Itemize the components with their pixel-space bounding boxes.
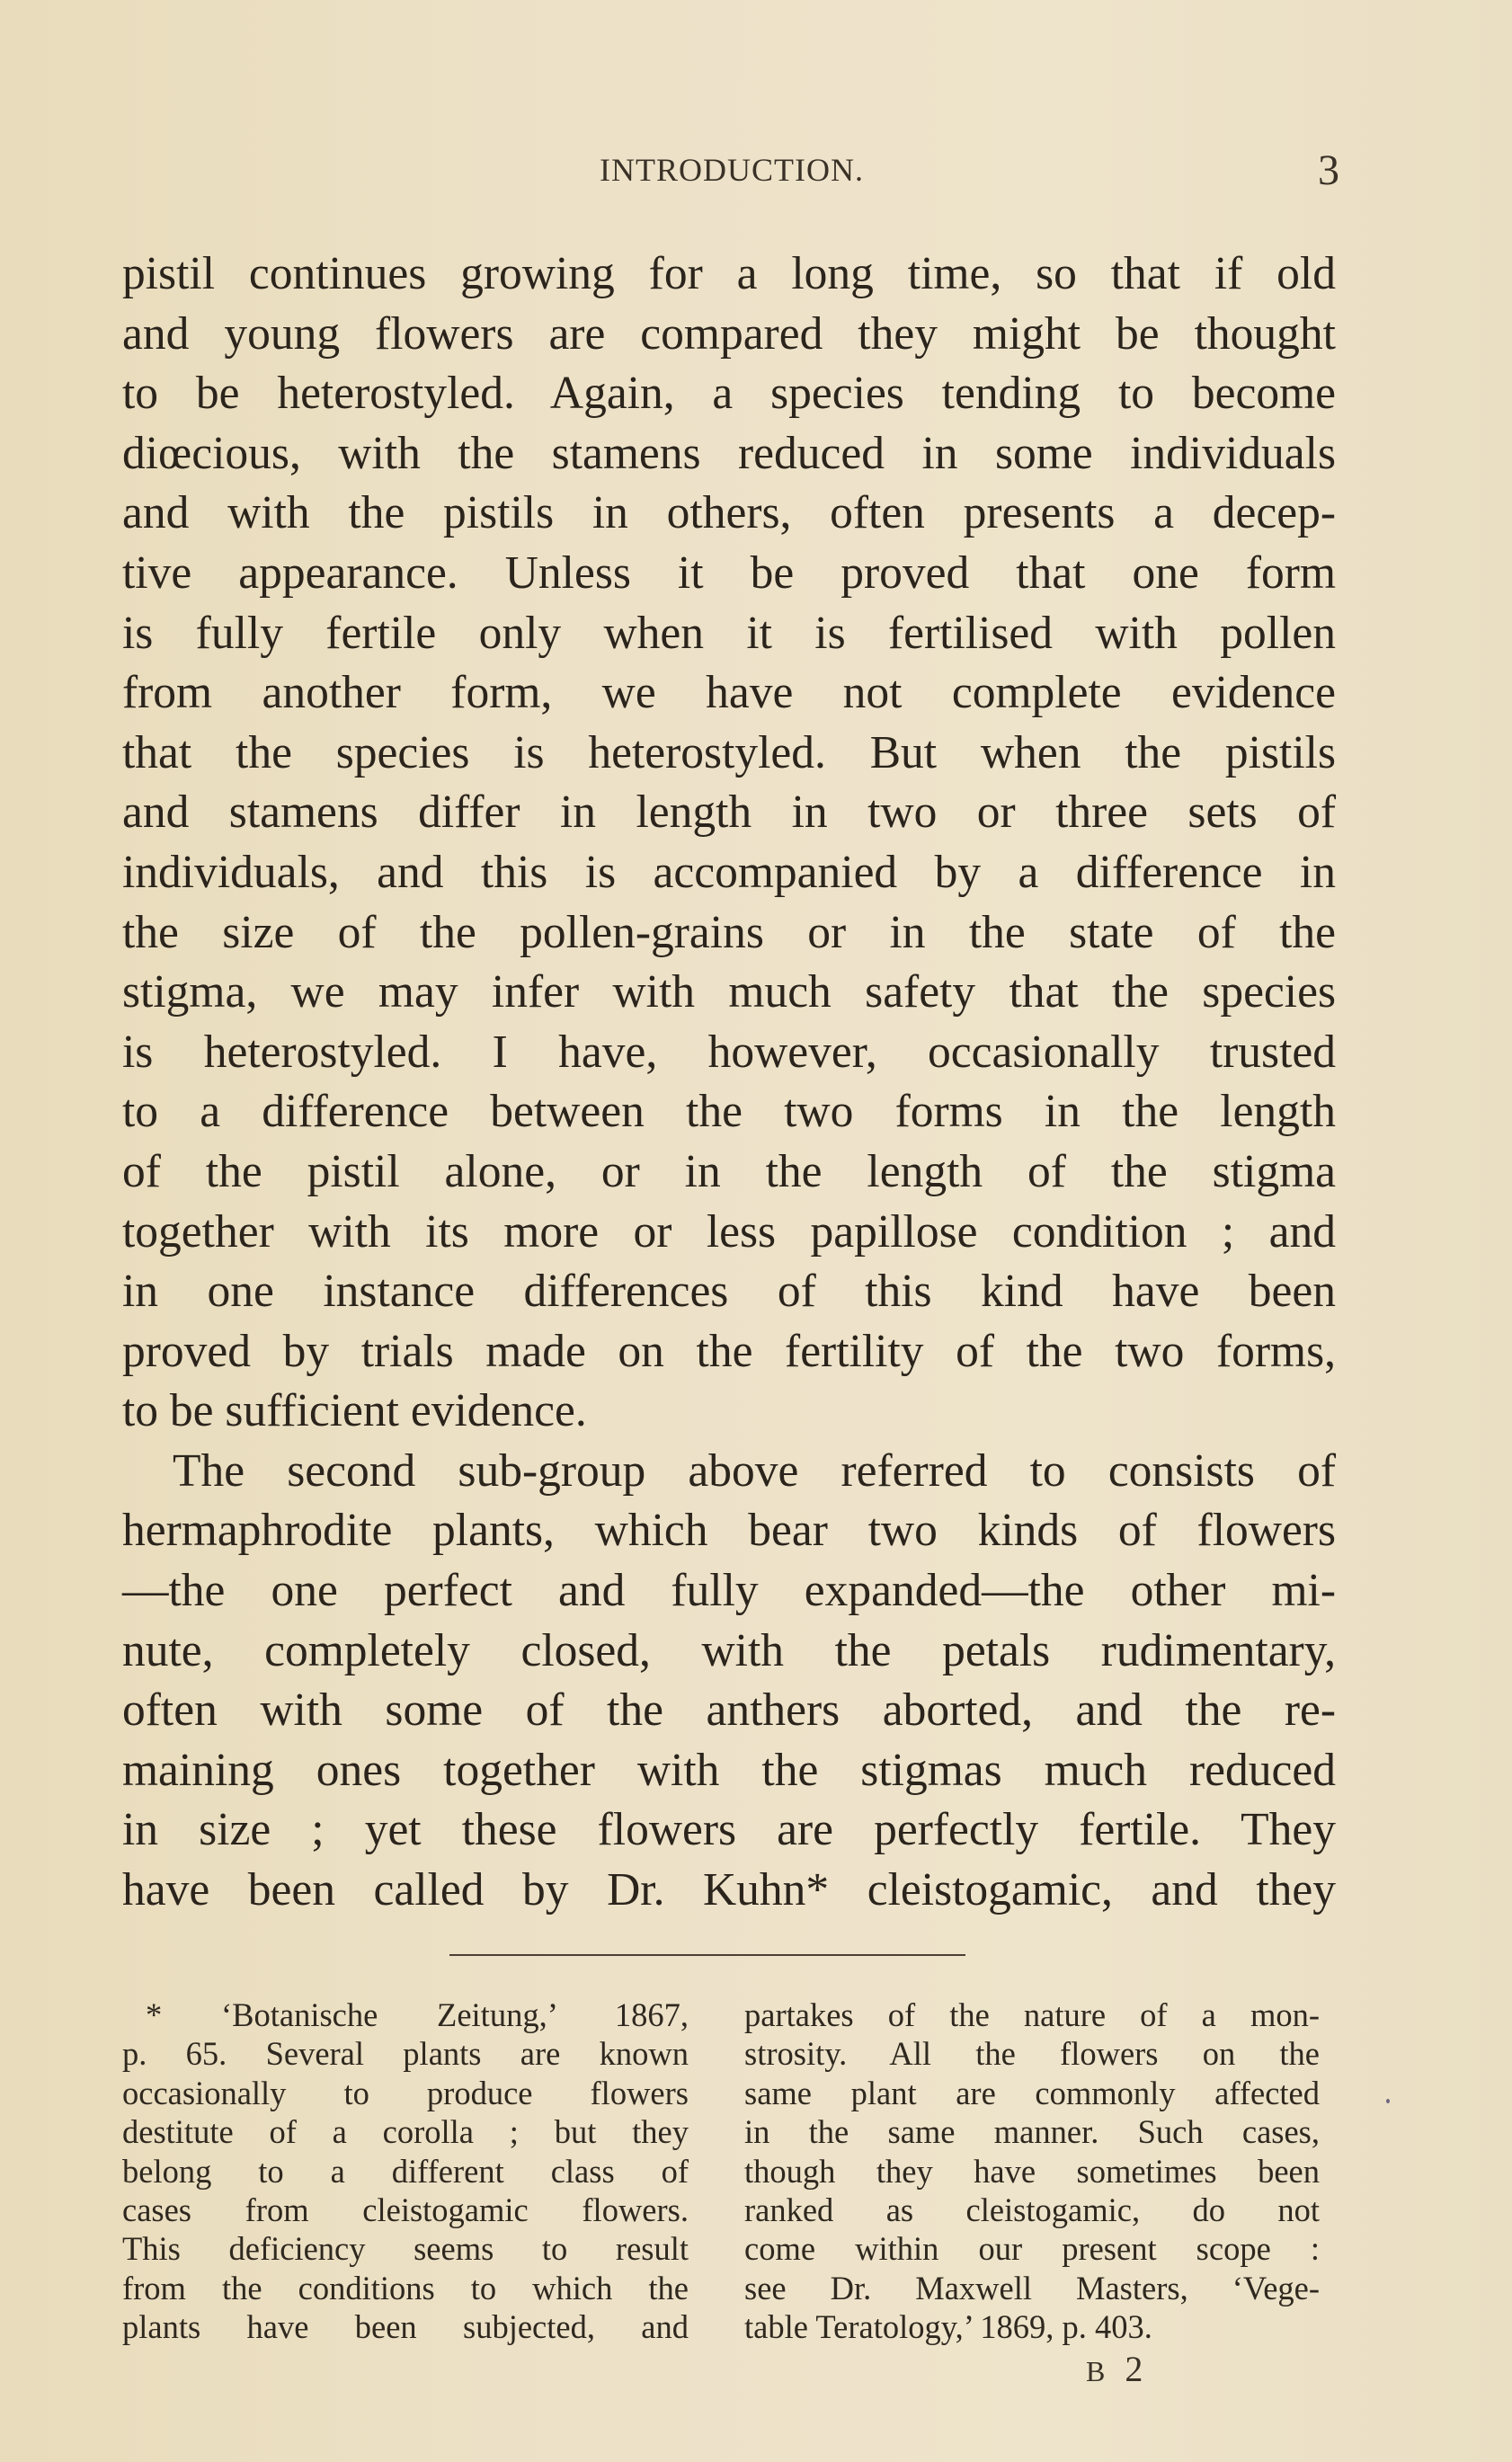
signature-number: 2 xyxy=(1125,2349,1147,2389)
text-line: that the species is heterostyled. But when the pistils xyxy=(122,726,1336,778)
text-line: and with the pistils in others, often presents a decep- xyxy=(122,487,1336,539)
text-line: The second sub-group above referred to consists of xyxy=(173,1444,1336,1497)
footnote-line: occasionally to produce flowers xyxy=(122,2074,689,2111)
footnote-line: in the same manner. Such cases, xyxy=(744,2113,1320,2151)
text-line: is fully fertile only when it is fertilised with pollen xyxy=(122,607,1336,659)
footnote-line: destitute of a corolla ; but they xyxy=(122,2113,689,2151)
text-line: in one instance differences of this kind have been xyxy=(122,1266,1336,1318)
footnote-line: same plant are commonly affected xyxy=(744,2074,1320,2111)
text-line: pistil continues growing for a long time, so that if old xyxy=(122,248,1336,299)
footnote-line: see Dr. Maxwell Masters, ‘Vege- xyxy=(744,2269,1320,2306)
text-line: and young flowers are compared they might be thought xyxy=(122,307,1336,360)
text-line: hermaphrodite plants, which bear two kinds of flowers xyxy=(122,1505,1336,1557)
text-line: proved by trials made on the fertility of the two forms, xyxy=(122,1325,1336,1377)
footnote-line: strosity. All the flowers on the xyxy=(744,2035,1320,2073)
footnote-line: plants have been subjected, and xyxy=(122,2308,689,2346)
body-text xyxy=(122,244,1336,1921)
text-line: often with some of the anthers aborted, and the re- xyxy=(122,1684,1336,1737)
text-line: to be sufficient evidence. xyxy=(122,1385,587,1437)
text-line: to a difference between the two forms in the length xyxy=(122,1086,1336,1138)
page-header xyxy=(124,147,1339,205)
footnote-divider xyxy=(449,1954,965,1956)
text-line: in size ; yet these flowers are perfectly fertile. They xyxy=(122,1804,1336,1856)
text-line: stigma, we may infer with much safety that the species xyxy=(122,966,1336,1018)
footnote-line: * ‘Botanische Zeitung,’ 1867, xyxy=(146,1996,689,2033)
signature-mark xyxy=(1086,2348,1146,2390)
footnote-line: cases from cleistogamic flowers. xyxy=(122,2191,689,2228)
footnotes xyxy=(122,1995,1336,2355)
footnote-line: table Teratology,’ 1869, p. 403. xyxy=(744,2308,1152,2346)
footnote-line: belong to a different class of xyxy=(122,2152,689,2190)
running-head: INTRODUCTION. xyxy=(600,152,864,188)
footnote-line: ranked as cleistogamic, do not xyxy=(744,2191,1320,2228)
text-line: tive appearance. Unless it be proved that one form xyxy=(122,547,1336,599)
footnote-line: come within our present scope : xyxy=(744,2230,1320,2268)
text-line: is heterostyled. I have, however, occasionally trusted xyxy=(122,1026,1336,1078)
ink-speck xyxy=(1386,2099,1390,2103)
footnote-line: from the conditions to which the xyxy=(122,2269,689,2306)
signature-letter: B xyxy=(1086,2355,1109,2387)
text-line: diœcious, with the stamens reduced in some individuals xyxy=(122,427,1336,479)
text-line: individuals, and this is accompanied by a difference in xyxy=(122,846,1336,898)
footnote-line: p. 65. Several plants are known xyxy=(122,2035,689,2073)
footnote-column-left xyxy=(122,1995,689,2347)
text-line: of the pistil alone, or in the length of the stigma xyxy=(122,1145,1336,1197)
text-line: have been called by Dr. Kuhn* cleistogamic, and they xyxy=(122,1864,1336,1916)
footnote-line: This deficiency seems to result xyxy=(122,2230,689,2268)
footnote-line: partakes of the nature of a mon- xyxy=(744,1996,1320,2033)
page-number: 3 xyxy=(1318,147,1339,194)
text-line: to be heterostyled. Again, a species tending to become xyxy=(122,368,1336,420)
text-line: the size of the pollen-grains or in the state of the xyxy=(122,906,1336,958)
text-line: —the one perfect and fully expanded—the other mi- xyxy=(122,1565,1336,1617)
text-line: from another form, we have not complete evidence xyxy=(122,667,1336,719)
text-line: and stamens differ in length in two or three sets of xyxy=(122,787,1336,839)
text-line: nute, completely closed, with the petals rudimentary, xyxy=(122,1624,1336,1676)
text-line: maining ones together with the stigmas much reduced xyxy=(122,1744,1336,1796)
footnote-column-right xyxy=(744,1995,1320,2347)
footnote-line: though they have sometimes been xyxy=(744,2152,1320,2190)
text-line: together with its more or less papillose condition ; and xyxy=(122,1205,1336,1258)
